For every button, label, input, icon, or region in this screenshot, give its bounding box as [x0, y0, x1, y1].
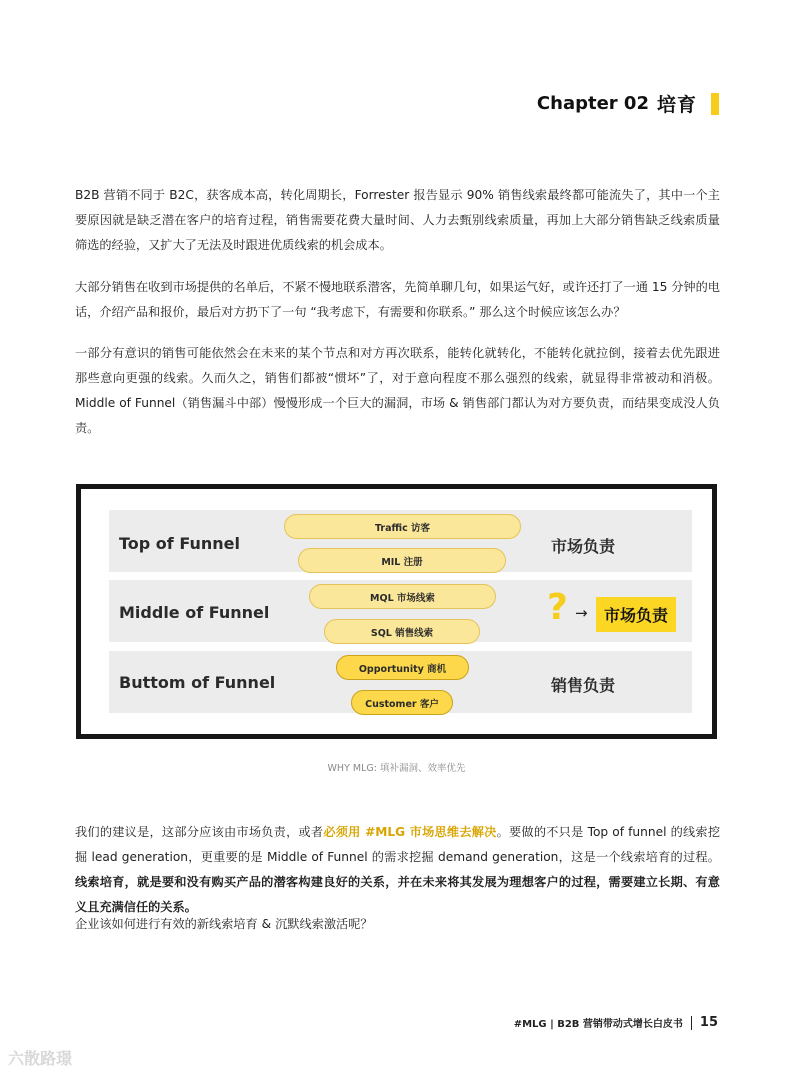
- paragraph-sales-scenario: 大部分销售在收到市场提供的名单后，不紧不慢地联系潜客，先简单聊几句，如果运气好，或许还打了一通 15 分钟的电话，介绍产品和报价，最后对方扔下了一句 “我考虑下，有需要和你联系。” 那么这个时候应该怎么办？: [75, 280, 720, 319]
- paragraph-intro: B2B 营销不同于 B2C，获客成本高，转化周期长，Forrester 报告显示 90% 销售线索最终都可能流失了，其中一个主要原因就是缺乏潜在客户的培育过程，销售需要花费大量时间、人力去甄别线索质量，再加上大部分销售缺乏线索质量筛选的经验，又扩大了无法及时跟进优质线索的机会成本。: [75, 188, 720, 252]
- funnel-figure: [76, 484, 717, 739]
- page-footer: [514, 1015, 718, 1030]
- pill-sql: SQL 销售线索: [324, 619, 480, 644]
- band-label-top: Top of Funnel: [119, 534, 240, 553]
- paragraph-middle-funnel: 一部分有意识的销售可能依然会在未来的某个节点和对方再次联系，能转化就转化，不能转化就拉倒，接着去优先跟进那些意向更强的线索。久而久之，销售们都被“惯坏”了，对于意向程度不那么强烈的线索，就显得非常被动和消极。Middle of Funnel（销售漏斗中部）慢慢形成一个巨大的漏洞，市场 & 销售部门都认为对方要负责，而结果变成没人负责。: [75, 346, 720, 435]
- paragraph-recommendation: [75, 820, 720, 920]
- chapter-header: [537, 90, 719, 117]
- watermark-text: 六散路璟: [8, 1049, 73, 1068]
- pill-mil: MIL 注册: [298, 548, 506, 573]
- chapter-accent-bar: [711, 93, 719, 115]
- page-number: 15: [699, 1015, 718, 1030]
- pill-customer: Customer 客户: [351, 690, 453, 715]
- recommendation-bold: 线索培育，就是要和没有购买产品的潜客构建良好的关系，并在未来将其发展为理想客户的过程，需要建立长期、有意义且充满信任的关系。: [75, 875, 720, 914]
- recommendation-text-b: 。要做的不只是 Top of funnel 的线索挖掘 lead generation，更重要的是 Middle of Funnel 的需求挖掘 demand generation，这是一个线索培育的过程。: [75, 825, 721, 864]
- recommendation-text-a: 我们的建议是，这部分应该由市场负责，或者: [75, 825, 324, 839]
- pill-traffic: Traffic 访客: [284, 514, 521, 539]
- pill-mql: MQL 市场线索: [309, 584, 496, 609]
- chapter-number: Chapter 02: [536, 93, 649, 114]
- chapter-title: 培育: [656, 94, 697, 116]
- recommendation-highlight: 必须用 #MLG 市场思维去解决: [323, 825, 497, 839]
- figure-caption: WHY MLG: 填补漏洞、效率优先: [327, 763, 466, 774]
- question-mark-icon: ?: [547, 587, 568, 628]
- band-owner-bottom: 销售负责: [551, 676, 616, 695]
- band-label-middle: Middle of Funnel: [119, 603, 270, 622]
- paragraph-question: 企业该如何进行有效的新线索培育 & 沉默线索激活呢？: [75, 917, 373, 931]
- band-owner-middle: 市场负责: [596, 597, 676, 632]
- arrow-right-icon: →: [575, 604, 588, 622]
- pill-opportunity: Opportunity 商机: [336, 655, 469, 680]
- watermark: [8, 1046, 72, 1069]
- footer-divider: [691, 1016, 692, 1030]
- band-label-bottom: Buttom of Funnel: [119, 673, 276, 692]
- band-owner-top: 市场负责: [551, 537, 616, 556]
- footer-title: #MLG | B2B 营销带动式增长白皮书: [513, 1019, 683, 1030]
